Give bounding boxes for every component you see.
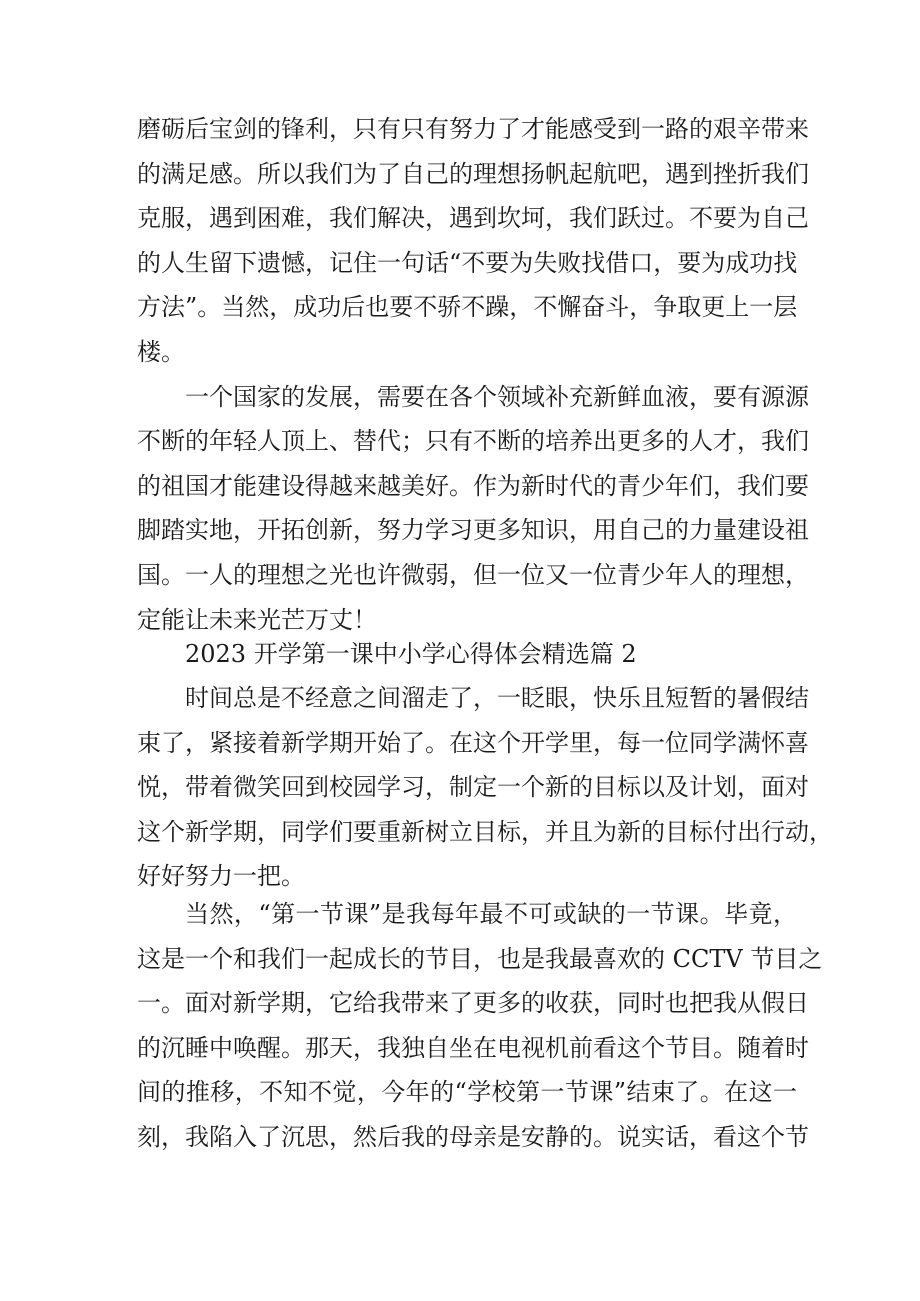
paragraph-line: 的沉睡中唤醒。那天，我独自坐在电视机前看这个节目。随着时 <box>137 1033 809 1062</box>
paragraph-line: 磨砺后宝剑的锋利，只有只有努力了才能感受到一路的艰辛带来 <box>137 115 809 143</box>
paragraph-line: 克服，遇到困难，我们解决，遇到坎坷，我们跃过。不要为自己 <box>137 204 809 233</box>
paragraph-line: 的满足感。所以我们为了自己的理想扬帆起航吧，遇到挫折我们 <box>137 159 809 188</box>
paragraph-1 <box>137 107 809 375</box>
paragraph-line: 当然，“第一节课”是我每年最不可或缺的一节课。毕竟， <box>185 900 797 928</box>
paragraph-line: 楼。 <box>137 337 185 366</box>
section-heading <box>137 632 797 677</box>
paragraph-line: 间的推移，不知不觉，今年的“学校第一节课”结束了。在这一 <box>137 1078 797 1107</box>
paragraph-2 <box>137 375 809 643</box>
paragraph-line: 不断的年轻人顶上、替代；只有不断的培养出更多的人才，我们 <box>137 427 809 456</box>
paragraph-line: 时间总是不经意之间溜走了，一眨眼，快乐且短暂的暑假结 <box>185 684 809 712</box>
section-heading-text: 2023 开学第一课中小学心得体会精选篇 2 <box>185 640 637 668</box>
paragraph-line: 好好努力一把。 <box>137 862 305 891</box>
paragraph-line: 刻，我陷入了沉思，然后我的母亲是安静的。说实话，看这个节 <box>137 1122 809 1151</box>
paragraph-line: 定能让未来光芒万丈！ <box>137 605 377 634</box>
paragraph-line: 一个国家的发展，需要在各个领域补充新鲜血液，要有源源 <box>185 382 809 411</box>
paragraph-line: 脚踏实地，开拓创新，努力学习更多知识，用自己的力量建设祖 <box>137 516 809 545</box>
paragraph-line: 的祖国才能建设得越来越美好。作为新时代的青少年们，我们要 <box>137 471 809 500</box>
paragraph-3 <box>137 676 833 899</box>
paragraph-line: 束了，紧接着新学期开始了。在这个开学里，每一位同学满怀喜 <box>137 728 809 757</box>
paragraph-line: 方法”。当然，成功后也要不骄不躁，不懈奋斗，争取更上一层 <box>137 293 798 322</box>
paragraph-line: 这是一个和我们一起成长的节目，也是我最喜欢的 CCTV 节目之 <box>137 944 823 973</box>
paragraph-line: 这个新学期，同学们要重新树立目标，并且为新的目标付出行动， <box>137 817 833 846</box>
paragraph-line: 国。一人的理想之光也许微弱，但一位又一位青少年人的理想， <box>137 560 809 589</box>
paragraph-line: 悦，带着微笑回到校园学习，制定一个新的目标以及计划，面对 <box>137 773 809 802</box>
paragraph-4 <box>137 892 823 1160</box>
paragraph-line: 一。面对新学期，它给我带来了更多的收获，同时也把我从假日 <box>137 989 809 1018</box>
paragraph-line: 的人生留下遗憾，记住一句话“不要为失败找借口，要为成功找 <box>137 248 798 277</box>
